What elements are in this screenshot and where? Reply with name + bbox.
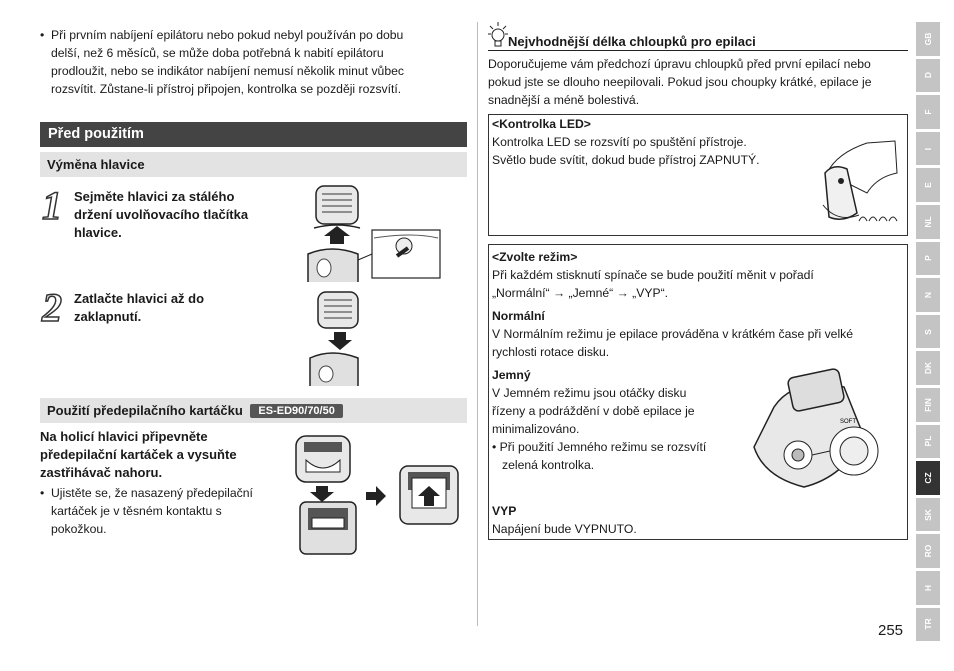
section-header-before-use	[40, 122, 467, 147]
step-number-1: 1	[42, 183, 62, 228]
instruction-line: předepilační kartáček a vysuňte	[40, 447, 237, 462]
bullet: •	[40, 28, 45, 42]
language-tab-e	[916, 168, 940, 202]
tip-line: Doporučujeme vám předchozí úpravu chloupků před první epilací nebo	[488, 57, 871, 71]
language-tab-s	[916, 315, 940, 349]
mode-intro-line: Při každém stisknutí spínače se bude použití měnit v pořadí	[492, 268, 814, 282]
bullet: •	[40, 486, 45, 500]
language-tab-label: I	[923, 147, 933, 150]
language-tab-nl	[916, 205, 940, 239]
tip-heading	[488, 30, 908, 51]
instruction-line: zastřihávač nahoru.	[40, 465, 163, 480]
language-tab-f	[916, 95, 940, 129]
step-1-text	[74, 188, 294, 242]
subsection-title: Použití předepilačního kartáčku	[47, 403, 243, 418]
normal-mode-title: Normální	[492, 309, 545, 323]
led-box-line: Světlo bude svítit, dokud bude přístroj ZAPNUTÝ.	[492, 153, 760, 167]
subsection-header-brush	[40, 398, 467, 423]
language-tab-label: D	[923, 72, 933, 79]
language-tab-fin	[916, 388, 940, 422]
gentle-mode-title: Jemný	[492, 368, 531, 382]
language-tab-p	[916, 242, 940, 276]
language-tab-d	[916, 59, 940, 93]
language-tab-label: N	[923, 291, 933, 299]
language-tab-label: PL	[923, 435, 933, 447]
gentle-note-line: Při použití Jemného režimu se rozsvítí	[499, 440, 707, 454]
language-tab-label: GB	[923, 32, 933, 46]
language-tab-label: E	[923, 182, 933, 189]
gentle-mode-line: V Jemném režimu jsou otáčky disku	[492, 386, 687, 400]
mode-box-title: <Zvolte režim>	[492, 250, 578, 264]
language-tab-label: P	[923, 255, 933, 262]
tip-title: Nejvhodnější délka chloupků pro epilaci	[508, 34, 756, 49]
language-tab-cz	[916, 461, 940, 495]
normal-mode-line: rychlosti rotace disku.	[492, 345, 610, 359]
brush-attach-illustration	[292, 432, 467, 558]
note-line: pokožkou.	[51, 522, 107, 536]
page-number: 255	[878, 622, 904, 639]
tip-body	[488, 55, 912, 109]
mode-intro-line: „Normální“ → „Jemné“ → „VYP“.	[492, 286, 669, 300]
language-tab-label: NL	[923, 216, 933, 228]
language-tab-label: H	[923, 584, 933, 591]
step-line: Zatlačte hlavici až do	[74, 291, 205, 306]
attach-head-illustration	[302, 288, 362, 386]
brush-instruction	[40, 428, 280, 482]
instruction-line: Na holicí hlavici připevněte	[40, 429, 208, 444]
language-tab-i	[916, 132, 940, 166]
language-tab-label: SK	[923, 508, 933, 521]
language-tab-h	[916, 571, 940, 605]
language-tab-n	[916, 278, 940, 312]
gentle-mode-line: minimalizováno.	[492, 422, 580, 436]
step-number-2: 2	[42, 285, 62, 330]
soft-label: SOFT	[840, 419, 856, 425]
note-line: kartáček je v těsném kontaktu s	[51, 504, 222, 518]
intro-line: Při prvním nabíjení epilátoru nebo pokud nebyl používán po dobu	[51, 28, 404, 42]
off-mode-line: Napájení bude VYPNUTO.	[492, 522, 637, 536]
tip-line: pokud jste se dlouho neepilovali. Pokud jsou choupky krátké, epilace je	[488, 75, 872, 89]
normal-mode-line: V Normálním režimu je epilace prováděna v krátkém čase při velké	[492, 327, 854, 341]
gentle-mode-line: řízeny a podráždění v době epilace je	[492, 404, 695, 418]
bullet: •	[492, 440, 497, 454]
led-info-box	[488, 114, 908, 236]
step-line: zaklapnutí.	[74, 309, 142, 324]
language-tab-label: F	[923, 109, 933, 115]
model-badge: ES-ED90/70/50	[250, 404, 342, 418]
section-title: Před použitím	[48, 126, 144, 142]
note-line: Ujistěte se, že nasazený předepilační	[51, 486, 253, 500]
language-tab-label: RO	[923, 544, 933, 558]
off-mode-title: VYP	[492, 504, 517, 518]
gentle-note-line: zelená kontrolka.	[502, 458, 595, 472]
language-tab-dk	[916, 351, 940, 385]
led-box-line: Kontrolka LED se rozsvítí po spuštění přístroje.	[492, 135, 747, 149]
language-tab-ro	[916, 534, 940, 568]
step-line: držení uvolňovacího tlačítka	[74, 207, 249, 222]
language-tab-label: S	[923, 328, 933, 335]
intro-line: prodloužit, nebo se indikátor nabíjení nemusí několik minut vůbec	[51, 64, 404, 78]
column-divider	[477, 22, 478, 626]
language-tab-pl	[916, 425, 940, 459]
epilator-soft-button-illustration	[734, 367, 906, 507]
language-tab-label: TR	[923, 618, 933, 631]
led-box-title: <Kontrolka LED>	[492, 117, 591, 131]
mode-info-box	[488, 244, 908, 540]
intro-line: rozsvítit. Zůstane-li přístroj připojen, kontrolka se později rozsvítí.	[51, 82, 402, 96]
gentle-note	[492, 438, 706, 456]
step-line: Sejměte hlavici za stálého	[74, 189, 235, 204]
tip-line: snadnější a méně bolestivá.	[488, 93, 640, 107]
language-tab-label: CZ	[923, 472, 933, 484]
brush-note	[40, 484, 280, 538]
language-tab-label: DK	[923, 362, 933, 375]
hand-holding-epilator-illustration	[807, 133, 899, 229]
subsection-header-head-change	[40, 152, 467, 177]
language-tab-gb	[916, 22, 940, 56]
step-line: hlavice.	[74, 225, 122, 240]
intro-note	[40, 26, 450, 98]
language-tab-tr	[916, 608, 940, 642]
step-2-text	[74, 290, 294, 326]
remove-head-illustration	[302, 182, 442, 282]
language-tab-label: FIN	[923, 397, 933, 412]
subsection-title: Výměna hlavice	[47, 157, 145, 172]
intro-line: delší, než 6 měsíců, se může doba potřebná k nabití epilátoru	[51, 46, 384, 60]
language-tab-sk	[916, 498, 940, 532]
lightbulb-tip-icon	[488, 22, 508, 48]
